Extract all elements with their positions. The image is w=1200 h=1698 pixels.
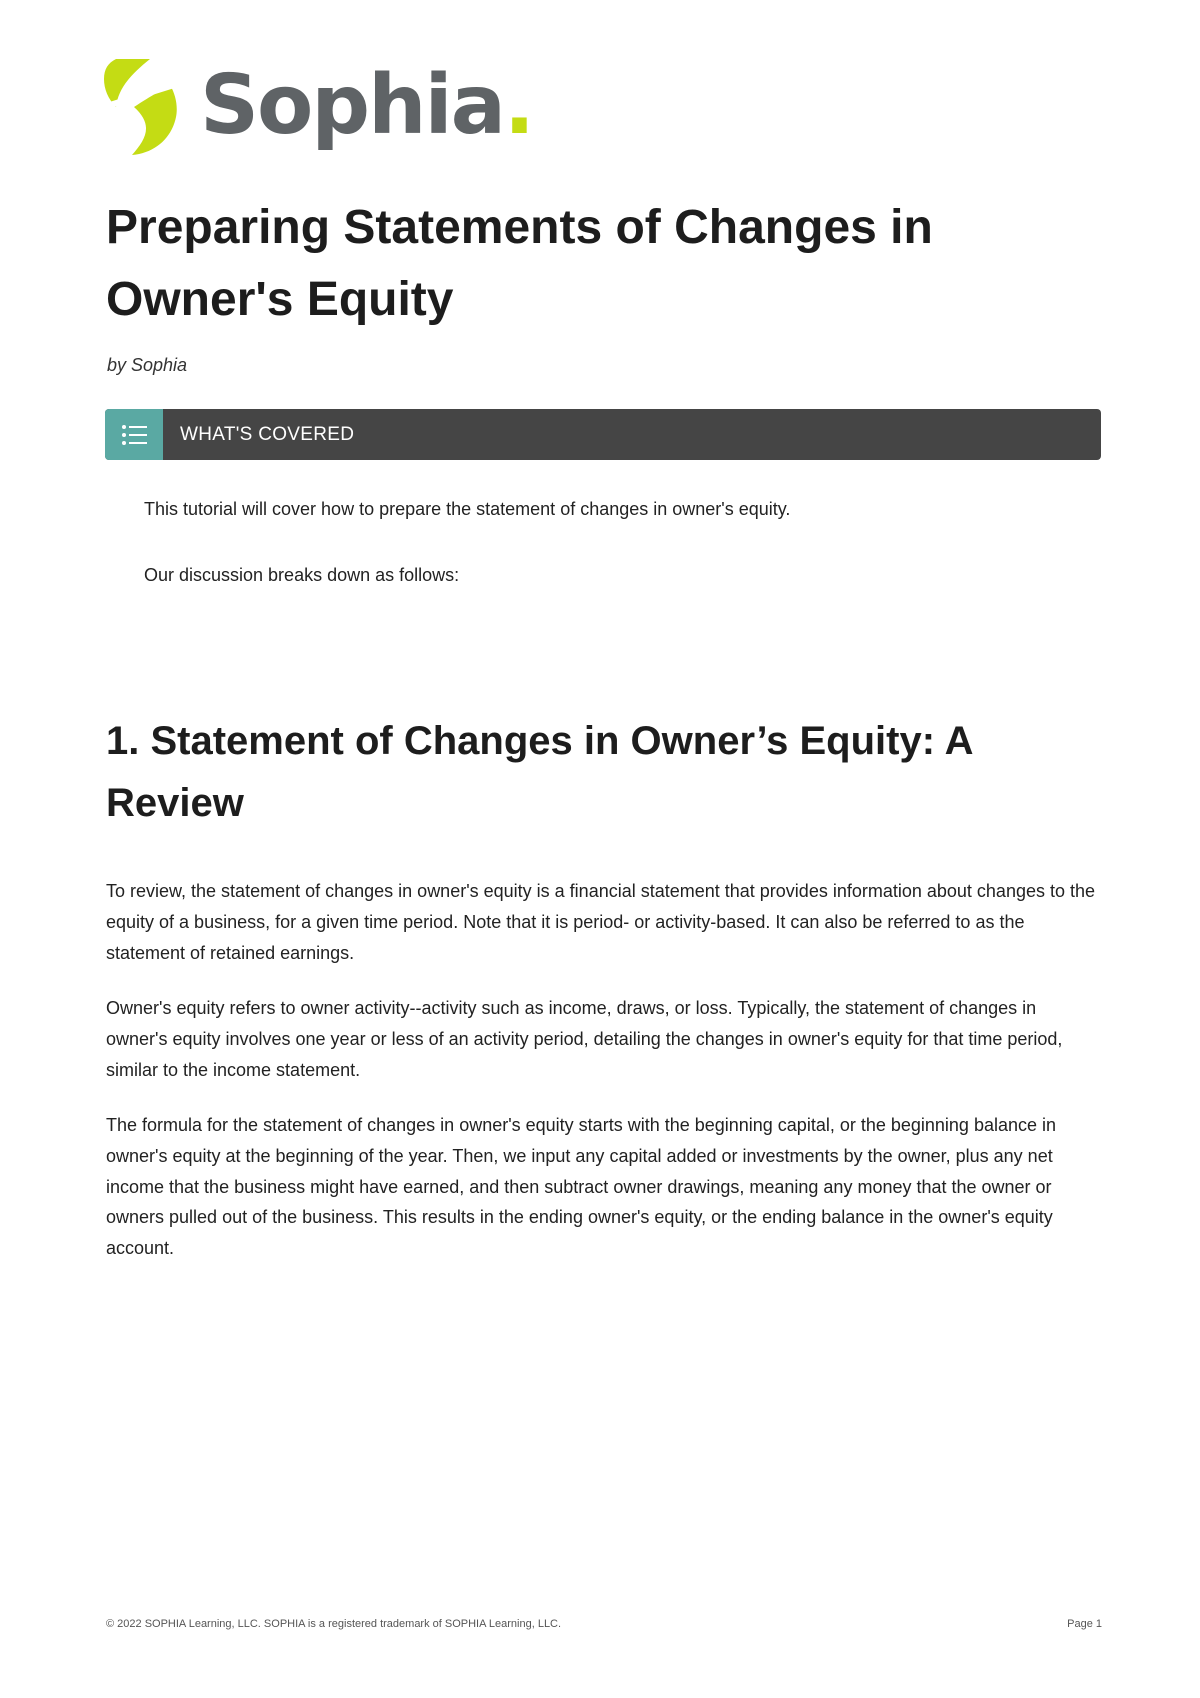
whats-covered-banner — [105, 409, 1101, 460]
footer-copyright: © 2022 SOPHIA Learning, LLC. SOPHIA is a registered trademark of SOPHIA Learning, LLC. — [106, 1618, 562, 1630]
byline: by Sophia — [107, 355, 188, 375]
paragraph: The formula for the statement of changes in owner's equity starts with the beginning capital, or the beginning balance in owner's equity at the beginning of the year. Then, we input any capital added or investments by the owner, plus any net income that the business might have earned, and then subtract owner drawings, meaning any money that the owner or owners pulled out of the business. This results in the ending owner's equity, or the ending balance in the owner's equity account. — [106, 1115, 1057, 1259]
sophia-logo — [104, 55, 533, 157]
paragraph: Owner's equity refers to owner activity--activity such as income, draws, or loss. Typically, the statement of changes in owner's equity involves one year or less of an activity period, detailing the changes in owner's equity for that time period, similar to the income statement. — [106, 998, 1063, 1080]
covered-breakdown: Our discussion breaks down as follows: — [144, 565, 460, 585]
list-icon — [121, 424, 147, 446]
whats-covered-label: WHAT'S COVERED — [180, 423, 355, 445]
sophia-logo-icon — [104, 55, 178, 157]
whats-covered-icon-box — [105, 409, 163, 460]
page-number: Page 1 — [1067, 1618, 1102, 1630]
paragraph: To review, the statement of changes in owner's equity is a financial statement that provides information about changes to the equity of a business, for a given time period. Note that it is period- or activity-based. It can also be referred to as the statement of retained earnings. — [106, 881, 1096, 963]
covered-intro: This tutorial will cover how to prepare the statement of changes in owner's equity. — [144, 499, 791, 519]
section-heading: 1. Statement of Changes in Owner’s Equity: A Review — [106, 719, 973, 825]
page-title: Preparing Statements of Changes in Owner's Equity — [106, 201, 933, 326]
sophia-wordmark: Sophia. — [200, 58, 534, 153]
